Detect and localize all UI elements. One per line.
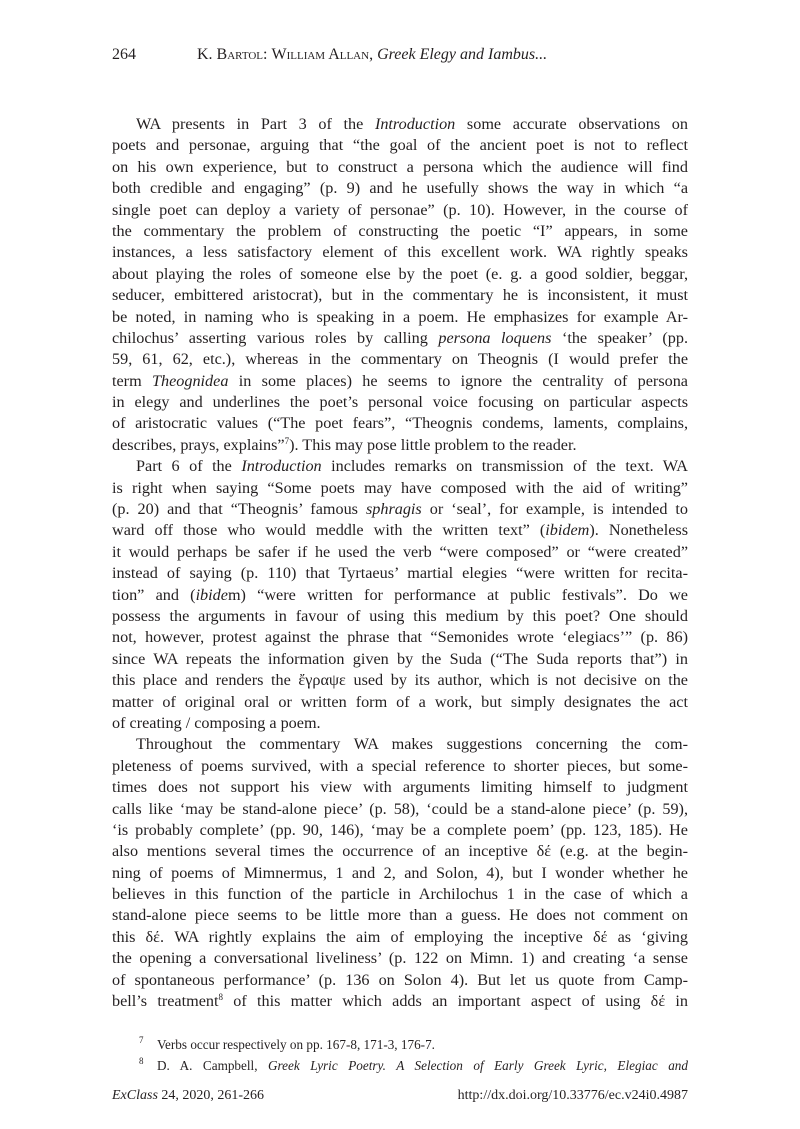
text-line [112,670,688,691]
text-run: this δέ. WA rightly explains the aim of employing the inceptive δέ as ‘giving [112,927,688,946]
text-line [112,799,688,820]
text-line [112,991,688,1012]
text-run: both credible and engaging” (p. 9) and he usefully shows the way in which “a [112,179,688,198]
italic-run: sphragis [365,500,422,519]
text-line [112,328,688,349]
text-run: stand-alone piece seems to be little more than a guess. He does not comment on [112,906,688,925]
text-run: m) “were written for performance at public festivals”. Do we [227,585,688,604]
journal-citation [112,1088,264,1104]
text-line [112,627,688,648]
text-run: pleteness of poems survived, with a special reference to shorter pieces, but some- [112,756,688,775]
text-run: instances, a less satisfactory element of this excellent work. WA rightly speaks [112,243,688,262]
footnote-ref: 8 [218,992,223,1003]
text-run: the commentary the problem of constructing the poetic “I” appears, in some [112,221,688,240]
text-run: D. A. Campbell, [157,1058,269,1073]
text-run: the opening a conversational liveliness’ (p. 122 on Mimn. 1) and creating ‘a sense [112,949,688,968]
text-line [112,520,688,541]
text-run: 59, 61, 62, etc.), whereas in the commentary on Theognis (I would prefer the [112,350,688,369]
text-line [112,178,688,199]
journal-name: ExClass [112,1088,158,1103]
text-run: be noted, in naming who is speaking in a poem. He emphasizes for example Ar- [112,307,688,326]
text-line [112,456,688,477]
text-line [112,649,688,670]
text-line [112,713,688,734]
text-line [112,285,688,306]
text-line [112,863,688,884]
text-run: ning of poems of Mimnermus, 1 and 2, and Solon, 4), but I wonder whether he [112,863,688,882]
text-line [112,371,688,392]
text-line [112,884,688,905]
text-run: possess the arguments in favour of using this medium by this poet? One should [112,606,688,625]
text-run: tion” and ( [112,585,196,604]
text-run: term [112,371,152,390]
text-run: of spontaneous performance’ (p. 136 on Solon 4). But let us quote from Camp- [112,970,688,989]
text-line [112,135,688,156]
text-line [112,499,688,520]
text-line [112,970,688,991]
text-line [112,435,688,456]
italic-run: Introduction [374,115,456,133]
text-run: of aristocratic values (“The poet fears”, “Theognis condems, laments, complains, [112,414,688,433]
text-run: since WA repeats the information given by the Suda (“The Suda reports that”) in [112,649,688,668]
paragraph [112,734,688,1012]
text-line [112,392,688,413]
text-line [112,777,688,798]
text-run: calls like ‘may be stand-alone piece’ (p. 58), ‘could be a stand-alone piece’ (p. 59), [112,799,688,818]
text-line [112,734,688,755]
text-line [112,585,688,606]
text-line [112,157,688,178]
text-run: (p. 20) and that “Theognis’ famous [112,500,366,519]
text-run: poets and personae, arguing that “the goal of the ancient poet is not to reflect [112,136,688,155]
text-line [112,264,688,285]
text-run: matter of original oral or written form of a work, but simply designates the act [112,692,688,711]
footnote [112,1034,688,1055]
running-title [197,46,547,64]
volume-year-pages: 24, 2020, 261-266 [157,1088,265,1103]
text-run: some accurate observations on [455,115,688,133]
text-run: describes, prays, explains” [112,435,285,454]
paragraph [112,114,688,456]
text-run: it would perhaps be safer if he used the verb “were composed” or “were created” [112,542,688,561]
text-run: in elegy and underlines the poet’s personal voice focusing on particular aspects [112,393,688,412]
text-run: Throughout the commentary WA makes suggestions concerning the com- [136,735,688,754]
text-run: is right when saying “Some poets may have composed with the aid of writing” [112,478,688,497]
text-line [112,927,688,948]
text-line [112,820,688,841]
text-line [112,307,688,328]
italic-run: Greek Lyric Poetry. A Selection of Early Greek Lyric, Elegiac and [268,1058,688,1073]
text-line [112,563,688,584]
text-run: ). Nonetheless [589,521,688,540]
footnote-number: 7 [139,1035,144,1045]
text-run: in some places) he seems to ignore the centrality of persona [228,371,688,390]
text-run: on his own experience, but to construct a persona which the audience will find [112,157,688,176]
text-run: WA presents in Part 3 of the [136,115,375,133]
text-run: chilochus’ asserting various roles by calling [112,328,439,347]
page-number: 264 [112,46,136,63]
text-line [112,692,688,713]
book-author: William Allan [271,46,370,63]
footnote [112,1055,688,1076]
comma: , [369,46,378,63]
text-line [112,242,688,263]
italic-run: ibide [195,585,228,604]
text-run: single poet can deploy a variety of personae” (p. 10). However, in the course of [112,200,688,219]
text-run: times does not support his view with arguments limiting himself to judgment [112,778,688,797]
text-line [112,478,688,499]
book-title: Greek Elegy and Iambus... [377,46,548,63]
text-line [112,200,688,221]
text-run: Verbs occur respectively on pp. 167-8, 171-3, 176-7. [157,1037,435,1052]
text-line [112,413,688,434]
text-run: ward off those who would meddle with the written text” ( [112,521,546,540]
text-line [112,606,688,627]
text-run: also mentions several times the occurrence of an inceptive δέ (e.g. at the begin- [112,842,688,861]
text-run: ‘the speaker’ (pp. [551,328,689,347]
text-run: not, however, protest against the phrase that “Semonides wrote ‘elegiacs’” (p. 86) [112,628,688,647]
footnote-number: 8 [139,1056,144,1066]
text-line [112,948,688,969]
footnotes [112,1034,688,1076]
text-run: bell’s treatment [112,992,219,1011]
text-run: ). This may pose little problem to the reader. [289,435,577,454]
text-line [112,114,688,135]
doi-link[interactable]: http://dx.doi.org/10.33776/ec.v24i0.4987 [457,1088,688,1103]
text-run: this place and renders the ἔγραψε used by its author, which is not decisive on the [112,671,688,690]
text-line [112,221,688,242]
text-run: Part 6 of the [136,457,242,476]
italic-run: Theognidea [151,371,229,390]
text-line [112,905,688,926]
text-run: instead of saying (p. 110) that Tyrtaeus’ martial elegies “were written for recita- [112,564,688,583]
review-author: K. Bartol [197,46,264,63]
text-run: of this matter which adds an important aspect of using δέ in [222,992,688,1011]
text-run: of creating / composing a poem. [112,713,321,732]
italic-run: Introduction [241,457,322,476]
separator: : [263,46,272,63]
text-run: includes remarks on transmission of the text. WA [321,457,688,476]
text-line [112,542,688,563]
text-line [112,349,688,370]
italic-run: persona loquens [438,328,552,347]
text-run: or ‘seal’, for example, is intended to [421,500,689,519]
body-text [112,114,688,1012]
text-line [112,841,688,862]
text-run: seducer, embittered aristocrat), but in the commentary he is inconsistent, it must [112,286,688,305]
text-line [112,756,688,777]
footnote-ref: 7 [284,435,290,446]
text-run: believes in this function of the particle in Archilochus 1 in the case of which a [112,885,688,904]
italic-run: ibidem [545,521,590,540]
text-run: ‘is probably complete’ (pp. 90, 146), ‘may be a complete poem’ (pp. 123, 185). He [112,820,688,839]
text-run: about playing the roles of someone else by the poet (e. g. a good soldier, beggar, [112,264,688,283]
paragraph [112,456,688,734]
